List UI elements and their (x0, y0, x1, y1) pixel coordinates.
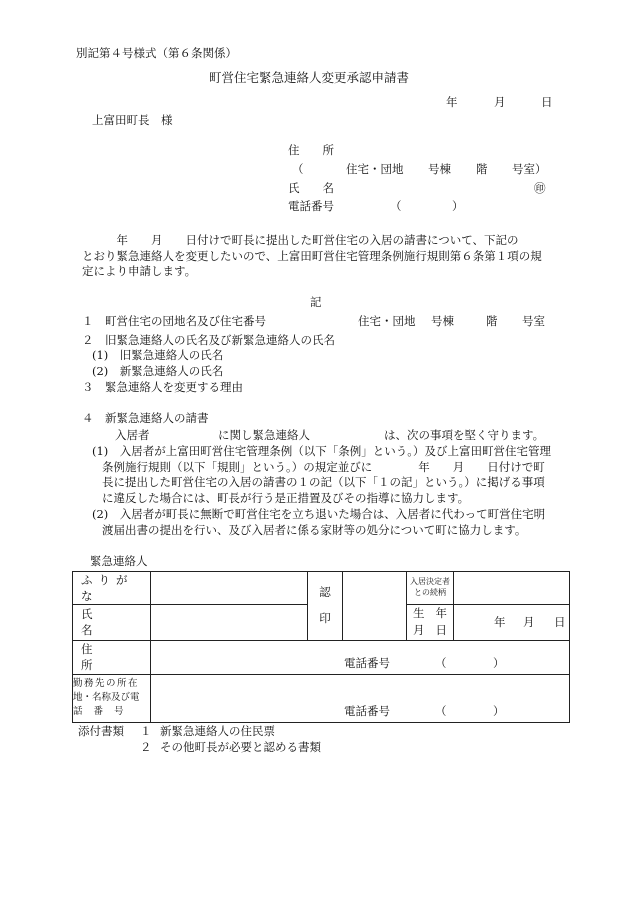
applicant-paren-open: （ (292, 162, 304, 176)
item-1-label: １ 町営住宅の団地名及び住宅番号 (82, 314, 266, 328)
body-line: 年 月 日付けで町長に提出した町営住宅の入居の請書について、下記の (82, 233, 519, 247)
applicant-name-label: 氏 名 (288, 181, 334, 195)
name-input[interactable] (151, 605, 308, 641)
workplace-label-line: 地・名称及び電 (73, 691, 140, 703)
item-1-floor: 階 (486, 314, 498, 328)
workplace-label-line: 勤務先の所在 (73, 677, 140, 689)
birth-day: 日 (554, 615, 566, 629)
pledge-about: に関し緊急連絡人 (218, 428, 310, 442)
body-line: 定により申請します。 (82, 264, 197, 278)
attachments-label: 添付書類 (78, 724, 124, 738)
birth-label-part: 生 (413, 606, 425, 620)
birth-label-part: 日 (435, 623, 447, 638)
body-line: とおり緊急連絡人を変更したいので、上富田町営住宅管理条例施行規則第６条第１項の規 (82, 249, 542, 263)
furigana-input[interactable] (151, 572, 308, 605)
applicant-housing-type: 住宅・団地 (346, 162, 404, 176)
item-4-2-line: (2) 入居者が町長に無断で町営住宅を立ち退いた場合は、入居者に代わって町営住宅明 (92, 507, 546, 521)
relation-label-cell (407, 572, 454, 605)
birth-label-part: 月 (413, 623, 425, 638)
relation-line-1: 入居決定者 (410, 577, 450, 587)
attachment-1-no: １ (140, 724, 152, 738)
applicant-phone-label: 電話番号 (288, 199, 334, 213)
applicant-phone-close: ） (452, 199, 464, 213)
name-label-cell (73, 605, 151, 641)
date-month: 月 (494, 95, 506, 109)
form-number: 別記第４号様式（第６条関係） (76, 46, 237, 60)
seal-label-cell (308, 572, 343, 641)
addressee: 上富田町長 様 (92, 113, 173, 127)
relation-input[interactable] (454, 572, 570, 605)
address-phone-close: ） (493, 655, 505, 670)
relation-line-2: との続柄 (414, 588, 446, 597)
item-4-1-line: (1) 入居者が上富田町営住宅管理条例（以下「条例」という。）及び上富田町営住宅管理 (92, 444, 552, 458)
item-2-1: (1) 旧緊急連絡人の氏名 (92, 348, 224, 362)
birth-month: 月 (523, 615, 535, 629)
address-label: 住所 (81, 642, 131, 672)
address-label-cell (73, 640, 151, 674)
attachment-2-no: ２ (140, 740, 152, 754)
date-day: 日 (541, 95, 553, 109)
name-label: 氏名 (81, 607, 131, 638)
pledge-text: は、次の事項を堅く守ります。 (384, 428, 545, 442)
work-phone-label: 電話番号 (344, 703, 390, 718)
workplace-label-cell (73, 674, 151, 722)
birth-label-cell (407, 605, 454, 641)
applicant-building: 号棟 (428, 162, 451, 176)
item-1-building: 号棟 (431, 314, 454, 328)
item-4-1-line: 条例施行規則（以下「規則」という。）の規定並びに 年 月 日付けで町 (102, 460, 545, 474)
seal-label-1: 認 (319, 585, 331, 600)
furigana-label: ふりがな (81, 573, 134, 603)
item-4-2-line: 渡届出書の提出を行い、及び入居者に係る家財等の処分について町に協力します。 (102, 523, 527, 537)
date-year: 年 (446, 95, 458, 109)
birth-label-part: 年 (435, 606, 447, 620)
item-3: ３ 緊急連絡人を変更する理由 (82, 380, 243, 394)
applicant-address-label: 住 所 (288, 143, 334, 157)
seal-label-2: 印 (319, 610, 331, 625)
contact-table-caption: 緊急連絡人 (90, 554, 148, 568)
ki-heading: 記 (310, 295, 322, 309)
item-4-1-line: に違反した場合には、町長が行う是正措置及びその指導に協力します。 (102, 491, 470, 505)
applicant-room: 号室） (512, 162, 547, 176)
workplace-label-line: 話番号 (73, 706, 135, 718)
contact-table (72, 571, 570, 723)
item-2-2: (2) 新緊急連絡人の氏名 (92, 364, 224, 378)
attachment-1: 新緊急連絡人の住民票 (160, 724, 275, 738)
address-input[interactable] (151, 640, 570, 674)
seal-mark: ㊞ (534, 181, 546, 195)
work-phone-open: （ (435, 703, 447, 718)
item-1-room: 号室 (522, 314, 545, 328)
attachment-2: その他町長が必要と認める書類 (160, 740, 321, 754)
address-phone-label: 電話番号 (344, 655, 390, 670)
form-title: 町営住宅緊急連絡人変更承認申請書 (209, 70, 410, 85)
workplace-input[interactable] (151, 674, 570, 722)
pledge-resident: 入居者 (115, 428, 150, 442)
birthdate-input[interactable] (454, 605, 570, 641)
furigana-label-cell (73, 572, 151, 605)
seal-box[interactable] (343, 572, 407, 641)
applicant-phone-open: （ (390, 199, 402, 213)
item-4-1-line: 長に提出した町営住宅の入居の請書の１の記（以下「１の記」という。）に掲げる事項 (102, 475, 545, 489)
address-phone-open: （ (435, 655, 447, 670)
item-2: ２ 旧緊急連絡人の氏名及び新緊急連絡人の氏名 (82, 333, 335, 347)
item-4: ４ 新緊急連絡人の請書 (82, 411, 209, 425)
item-1-type: 住宅・団地 (358, 314, 416, 328)
applicant-floor: 階 (476, 162, 488, 176)
work-phone-close: ） (493, 703, 505, 718)
birth-year: 年 (494, 615, 506, 629)
